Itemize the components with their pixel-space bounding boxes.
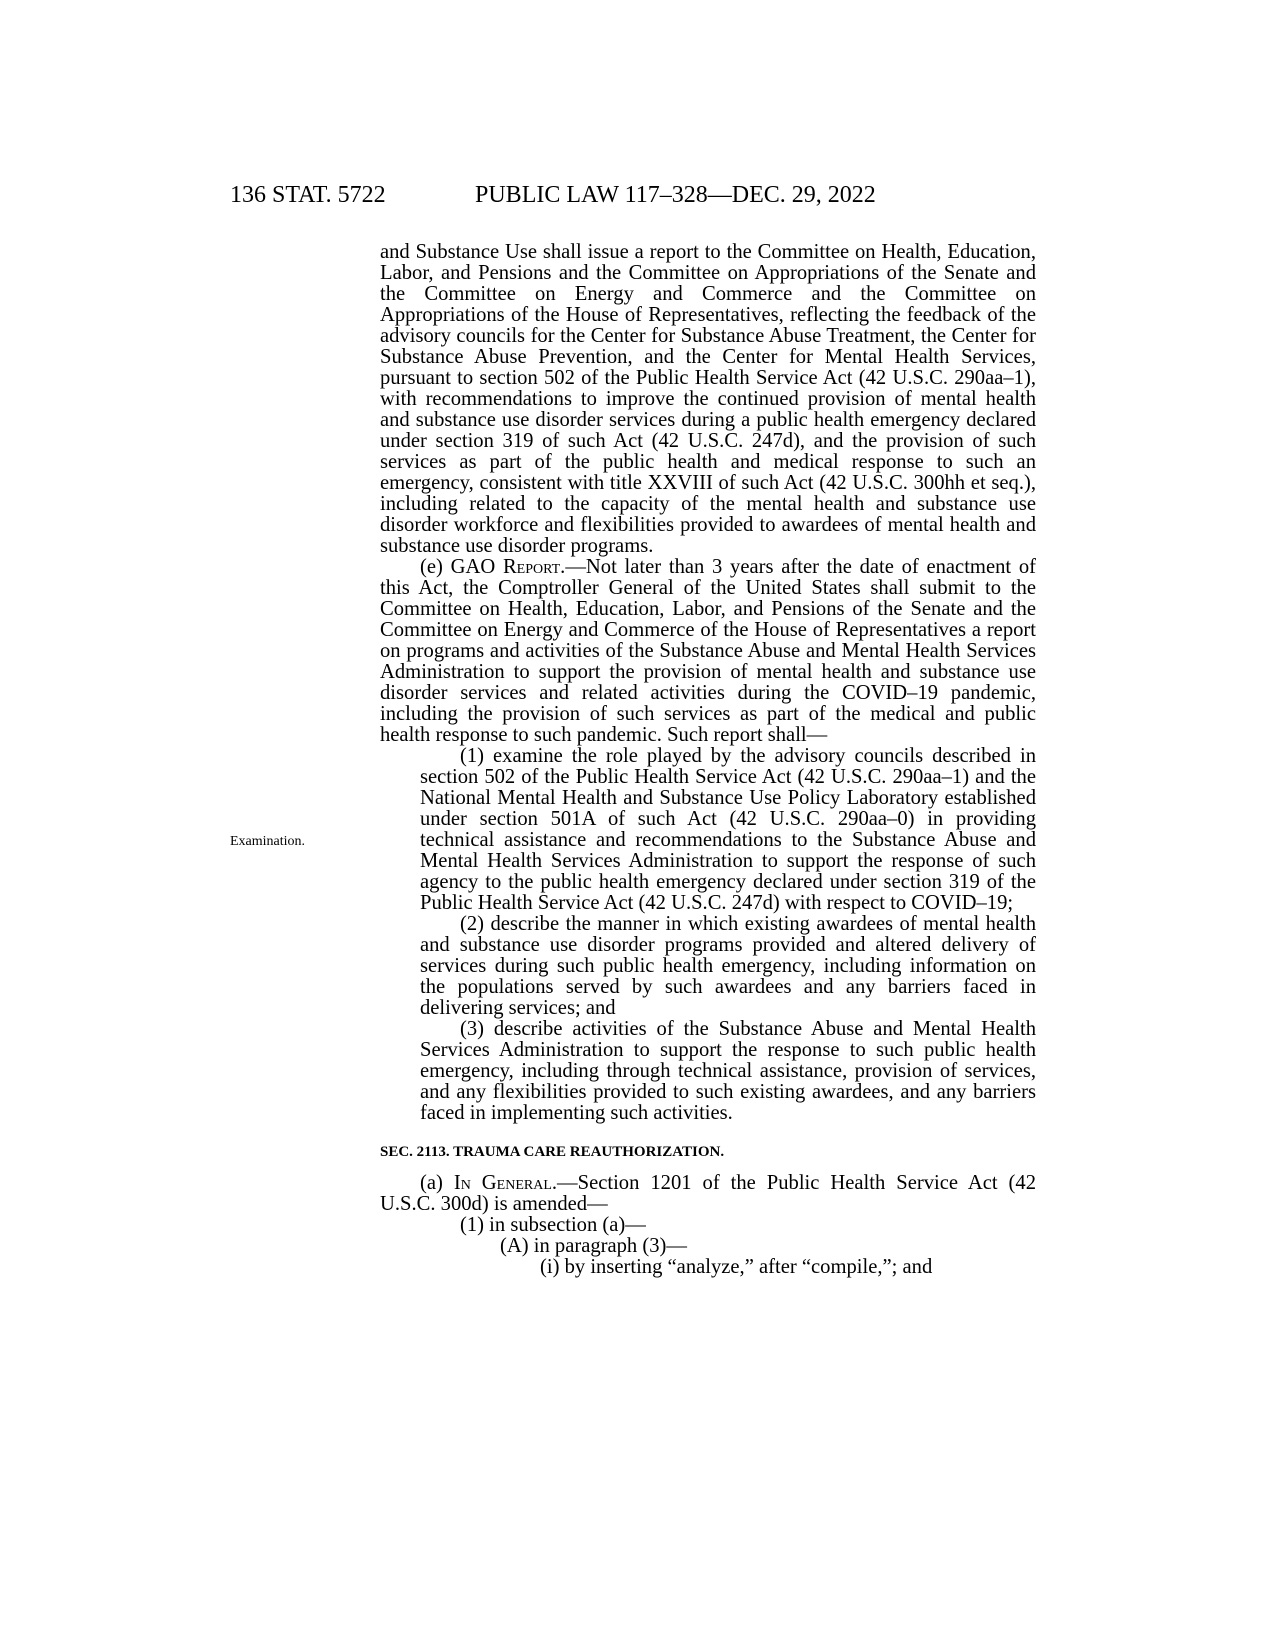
list-item: (1) examine the role played by the advisory councils described in section 502 of the Public Health Service Act (42 U.S.C. 290aa–1) and the National Mental Health and Substance Use Policy Laboratory established under section 501A of such Act (42 U.S.C. 290aa–0) in providing technical assistance and recommendations to the Substance Abuse and Mental Health Services Administration to support the response of such agency to the public health emergency declared under section 319 of the Public Health Service Act (42 U.S.C. 247d) with respect to COVID–19; — [420, 745, 1036, 914]
list-item: (A) in paragraph (3)— — [500, 1235, 687, 1257]
stat-citation: 136 STAT. 5722 — [230, 182, 386, 208]
paragraph-heading: Report — [502, 556, 561, 578]
list-item: (1) in subsection (a)— — [460, 1214, 646, 1236]
margin-note: Examination. — [230, 834, 306, 849]
paragraph-text: .—Not later than 3 years after the date of enactment of this Act, the Comptroller General of the United States shall submit to the Committee on Health, Education, Labor, and Pensions of the Senate and the Committee on Energy and Commerce of the House of Representatives a report on programs and activities of the Substance Abuse and Mental Health Services Administration to support the provision of mental health and substance use disorder services and related activities during the COVID–19 pandemic, including the provision of such services as part of the medical and public health response to such pandemic. Such report shall— — [380, 556, 1036, 746]
document-body — [380, 242, 1036, 1278]
list-item: (i) by inserting “analyze,” after “compile,”; and — [540, 1256, 933, 1278]
paragraph-in-general — [380, 1173, 1036, 1215]
page-header — [0, 182, 1275, 212]
paragraph-heading: In General — [453, 1172, 552, 1194]
paragraph-gao-report — [380, 557, 1036, 746]
list-item: (2) describe the manner in which existing awardees of mental health and substance use disorder programs provided and altered delivery of services during such public health emergency, including information on the populations served by such awardees and any barriers faced in delivering services; and — [420, 913, 1036, 1019]
paragraph-continuation: and Substance Use shall issue a report to the Committee on Health, Education, Labor, and Pensions and the Committee on Appropriations of the Senate and the Committee on Energy and Commerce and the Committee on Appropriations of the House of Representatives, reflecting the feedback of the advisory councils for the Center for Substance Abuse Treatment, the Center for Substance Abuse Prevention, and the Center for Mental Health Services, pursuant to section 502 of the Public Health Service Act (42 U.S.C. 290aa–1), with recommendations to improve the continued provision of mental health and substance use disorder services during a public health emergency declared under section 319 of such Act (42 U.S.C. 247d), and the provision of such services as part of the public health and medical response to such an emergency, consistent with title XXVIII of such Act (42 U.S.C. 300hh et seq.), including related to the capacity of the mental health and substance use disorder workforce and flexibilities provided to awardees of mental health and substance use disorder programs. — [380, 241, 1036, 557]
paragraph-text: .—Section 1201 of the Public Health Service Act (42 U.S.C. 300d) is amended— — [380, 1172, 1037, 1215]
paragraph-label: (e) GAO — [420, 556, 503, 578]
public-law-title: PUBLIC LAW 117–328—DEC. 29, 2022 — [475, 182, 876, 208]
list-item: (3) describe activities of the Substance Abuse and Mental Health Services Administration to support the response to such public health emergency, including through technical assistance, provision of services, and any flexibilities provided to such existing awardees, and any barriers faced in implementing such activities. — [420, 1018, 1036, 1124]
section-heading: SEC. 2113. TRAUMA CARE REAUTHORIZATION. — [380, 1144, 725, 1160]
paragraph-label: (a) — [420, 1172, 454, 1194]
